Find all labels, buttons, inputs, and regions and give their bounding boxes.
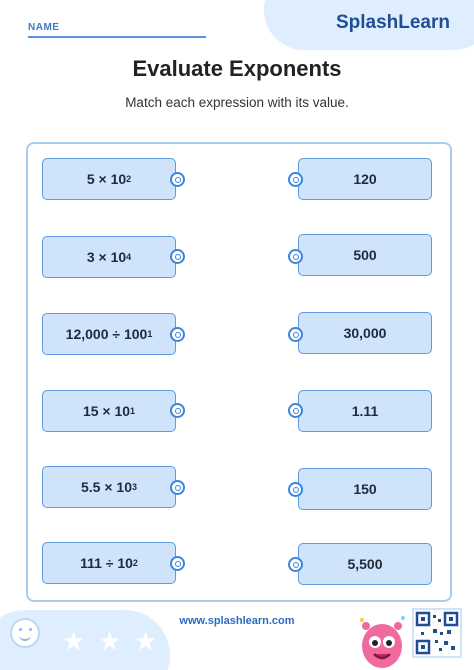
expression-text: 15 × 10 [82,403,131,419]
left-connector-dot[interactable] [170,403,185,418]
value-card[interactable]: 30,000 [298,312,432,354]
star-icon: ★ [98,626,122,656]
star-icon: ★ [62,626,86,656]
value-card[interactable]: 120 [298,158,432,200]
right-connector-dot[interactable] [288,403,303,418]
left-connector-dot[interactable] [170,480,185,495]
left-connector-dot[interactable] [170,556,185,571]
brand-logo: SplashLearn [335,12,450,33]
left-connector-dot[interactable] [170,327,185,342]
header-decoration-small [264,0,334,30]
mascot-icon [356,612,408,670]
left-connector-dot[interactable] [170,249,185,264]
right-connector-dot[interactable] [288,172,303,187]
value-card[interactable]: 1.11 [298,390,432,432]
page-title: Evaluate Exponents [132,56,342,81]
expression-card[interactable]: 12,000 ÷ 100 1 [42,313,176,355]
name-label: NAME [28,22,60,33]
instructions: Match each expression with its value. [125,95,349,110]
value-card[interactable]: 500 [298,234,432,276]
left-connector-dot[interactable] [170,172,185,187]
expression-text: 3 × 10 [86,249,127,265]
right-connector-dot[interactable] [288,249,303,264]
expression-card[interactable]: 15 × 10 1 [42,390,176,432]
expression-card[interactable]: 111 ÷ 10 2 [42,542,176,584]
expression-text: 5 × 10 [86,171,127,187]
qr-code [412,608,462,658]
star-icon: ★ [134,626,158,656]
name-line [28,36,206,38]
matching-panel [26,142,452,602]
right-connector-dot[interactable] [288,557,303,572]
expression-text: 12,000 ÷ 100 [65,326,148,342]
footer-url: www.splashlearn.com [179,615,295,627]
value-card[interactable]: 150 [298,468,432,510]
expression-card[interactable]: 5 × 10 2 [42,158,176,200]
expression-card[interactable]: 3 × 10 4 [42,236,176,278]
right-connector-dot[interactable] [288,327,303,342]
expression-text: 5.5 × 10 [80,479,132,495]
value-card[interactable]: 5,500 [298,543,432,585]
expression-card[interactable]: 5.5 × 10 3 [42,466,176,508]
expression-text: 111 ÷ 10 [80,555,133,571]
right-connector-dot[interactable] [288,482,303,497]
